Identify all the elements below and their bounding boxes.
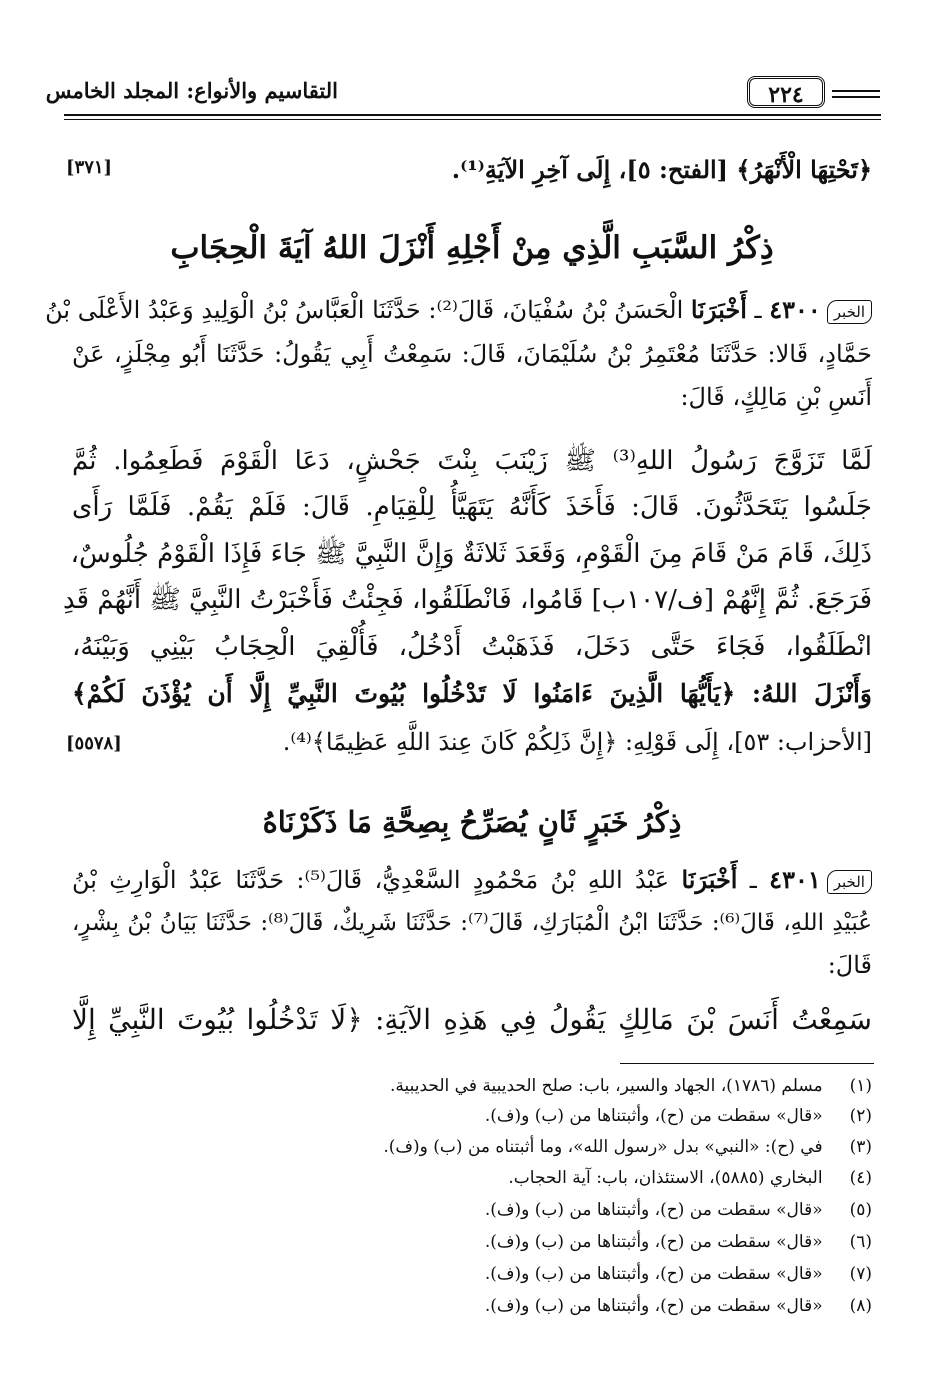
header-rule <box>64 119 881 120</box>
footnote: (٢) «قال» سقطت من (ح)، وأثبتناها من (ب) و(ف). <box>484 1106 872 1126</box>
hadith-matn-line: انْطَلَقُوا، فَجَاءَ حَتَّى دَخَلَ، فَذَهَبْتُ أَدْخُلُ، فَأُلْقِيَ الْحِجَابُ بَيْنِي وَبَيْنَهُ، <box>72 632 872 662</box>
hadith-isnad-line: عُبَيْدِ اللهِ، قَالَ⁽⁶⁾: حَدَّثَنَا ابْنُ الْمُبَارَكِ، قَالَ⁽⁷⁾: حَدَّثَنَا شَرِيكٌ، قَالَ⁽⁸⁾: حَدَّثَنَا بَيَانُ بْنُ بِشْرٍ، <box>72 910 873 936</box>
hadith-matn-line: [الأحزاب: ٥٣]، إِلَى قَوْلِهِ: ﴿إِنَّ ذَلِكُمْ كَانَ عِندَ اللَّهِ عَظِيمًا﴾⁽⁴⁾. <box>282 728 872 756</box>
isnad-text: الْحَسَنُ بْنُ سُفْيَانَ، قَالَ⁽²⁾: حَدَّثَنَا الْعَبَّاسُ بْنُ الْوَلِيدِ وَعَبْدُ الأَعْلَى بْنُ <box>45 296 684 324</box>
hadith-matn-line: وَأَنْزَلَ اللهُ: ﴿يَأَيُّهَا الَّذِينَ ءَامَنُوا لَا تَدْخُلُوا بُيُوتَ النَّبِيِّ إِلَّا أَن يُؤْذَنَ لَكُمْ﴾ <box>72 679 872 708</box>
hadith-isnad-line: حَمَّادٍ، قَالا: حَدَّثَنَا مُعْتَمِرُ بْنُ سُلَيْمَانَ، قَالَ: سَمِعْتُ أَبِي يَقُولُ: حَدَّثَنَا أَبُو مِجْلَزٍ، عَنْ <box>72 340 872 368</box>
reference-number: [٥٥٧٨] <box>66 733 122 754</box>
hadith-number: ٤٣٠٠ <box>769 295 821 324</box>
continuation-line: ﴿تَحْتِهَا الْأَنْهَرُ﴾ [الفتح: ٥]، إِلَى آخِرِ الآيَةِ⁽¹⁾. <box>451 155 872 184</box>
reference-number: [٣٧١] <box>66 157 113 178</box>
section-title: ذِكْرُ خَبَرٍ ثَانٍ يُصَرِّحُ بِصِحَّةِ مَا ذَكَرْنَاهُ <box>262 805 682 839</box>
akhbarana-word: أَخْبَرَنَا <box>690 295 747 324</box>
header-ornament-line <box>832 90 880 92</box>
footnote: (٧) «قال» سقطت من (ح)، وأثبتناها من (ب) و(ف). <box>484 1264 872 1284</box>
footnote: (٤) البخاري (٥٨٨٥)، الاستئذان، باب: آية الحجاب. <box>508 1168 872 1188</box>
hadith-matn-line: فَرَجَعَ. ثُمَّ إِنَّهُمْ [ف/١٠٧ب] قَامُوا، فَانْطَلَقُوا، فَجِئْتُ فَأَخْبَرْتُ النَّبِيَّ ﷺ أَنَّهُمْ قَدِ <box>63 585 872 615</box>
header-ornament-line <box>832 96 880 98</box>
footnote: (٦) «قال» سقطت من (ح)، وأثبتناها من (ب) و(ف). <box>484 1232 872 1252</box>
hadith-isnad-line: الخبر٤٣٠١ ـ أَخْبَرَنَا عَبْدُ اللهِ بْنُ مَحْمُودٍ السَّعْدِيُّ، قَالَ⁽⁵⁾: حَدَّثَنَا عَبْدُ الْوَارِثِ بْنُ <box>72 860 872 900</box>
footnote: (٨) «قال» سقطت من (ح)، وأثبتناها من (ب) و(ف). <box>484 1296 872 1316</box>
page-number: ٢٢٤ <box>747 76 825 108</box>
hadith-number: ٤٣٠١ <box>769 865 821 894</box>
isnad-text: عَبْدُ اللهِ بْنُ مَحْمُودٍ السَّعْدِيُّ، قَالَ⁽⁵⁾: حَدَّثَنَا عَبْدُ الْوَارِثِ بْنُ <box>72 866 670 894</box>
hadith-mark: الخبر <box>827 870 872 894</box>
hadith-isnad-line: أَنَسِ بْنِ مَالِكٍ، قَالَ: <box>680 383 872 411</box>
hadith-matn-line: لَمَّا تَزَوَّجَ رَسُولُ اللهِ⁽³⁾ ﷺ زَيْنَبَ بِنْتَ جَحْشٍ، دَعَا الْقَوْمَ فَطَعِمُوا. ثُمَّ <box>72 446 872 476</box>
hadith-isnad-line: قَالَ: <box>827 951 872 979</box>
footnote: (٣) في (ح): «النبي» بدل «رسول الله»، وما أثبتناه من (ب) و(ف). <box>383 1137 872 1157</box>
header-rule <box>64 114 881 116</box>
akhbarana-word: أَخْبَرَنَا <box>681 865 738 894</box>
hadith-matn-line: ذَلِكَ، قَامَ مَنْ قَامَ مِنَ الْقَوْمِ، وَقَعَدَ ثَلاثَةٌ وَإِنَّ النَّبِيَّ ﷺ جَاءَ فَإِذَا الْقَوْمُ جُلُوسٌ، <box>70 539 872 569</box>
hadith-mark: الخبر <box>827 300 872 324</box>
hadith-isnad-line: الخبر٤٣٠٠ ـ أَخْبَرَنَا الْحَسَنُ بْنُ سُفْيَانَ، قَالَ⁽²⁾: حَدَّثَنَا الْعَبَّاسُ بْنُ الْوَلِيدِ وَعَبْدُ الأَعْلَى بْنُ <box>72 290 872 330</box>
footnote: (٥) «قال» سقطت من (ح)، وأثبتناها من (ب) و(ف). <box>484 1200 872 1220</box>
footnote: (١) مسلم (١٧٨٦)، الجهاد والسير، باب: صلح الحديبية في الحديبية. <box>389 1076 872 1096</box>
hadith-matn-line: سَمِعْتُ أَنَسَ بْنَ مَالِكٍ يَقُولُ فِي هَذِهِ الآيَةِ: ﴿لَا تَدْخُلُوا بُيُوتَ النَّبِيِّ إِلَّا <box>72 1003 872 1036</box>
hadith-matn-line: جَلَسُوا يَتَحَدَّثُونَ. قَالَ: فَأَخَذَ كَأَنَّهُ يَتَهَيَّأُ لِلْقِيَامِ. قَالَ: فَلَمْ يَقُمْ. فَلَمَّا رَأَى <box>72 492 872 522</box>
running-title: التقاسيم والأنواع: المجلد الخامس <box>45 78 338 103</box>
footnote-separator <box>620 1063 874 1064</box>
section-title: ذِكْرُ السَّبَبِ الَّذِي مِنْ أَجْلِهِ أَنْزَلَ اللهُ آيَةَ الْحِجَابِ <box>170 230 774 266</box>
